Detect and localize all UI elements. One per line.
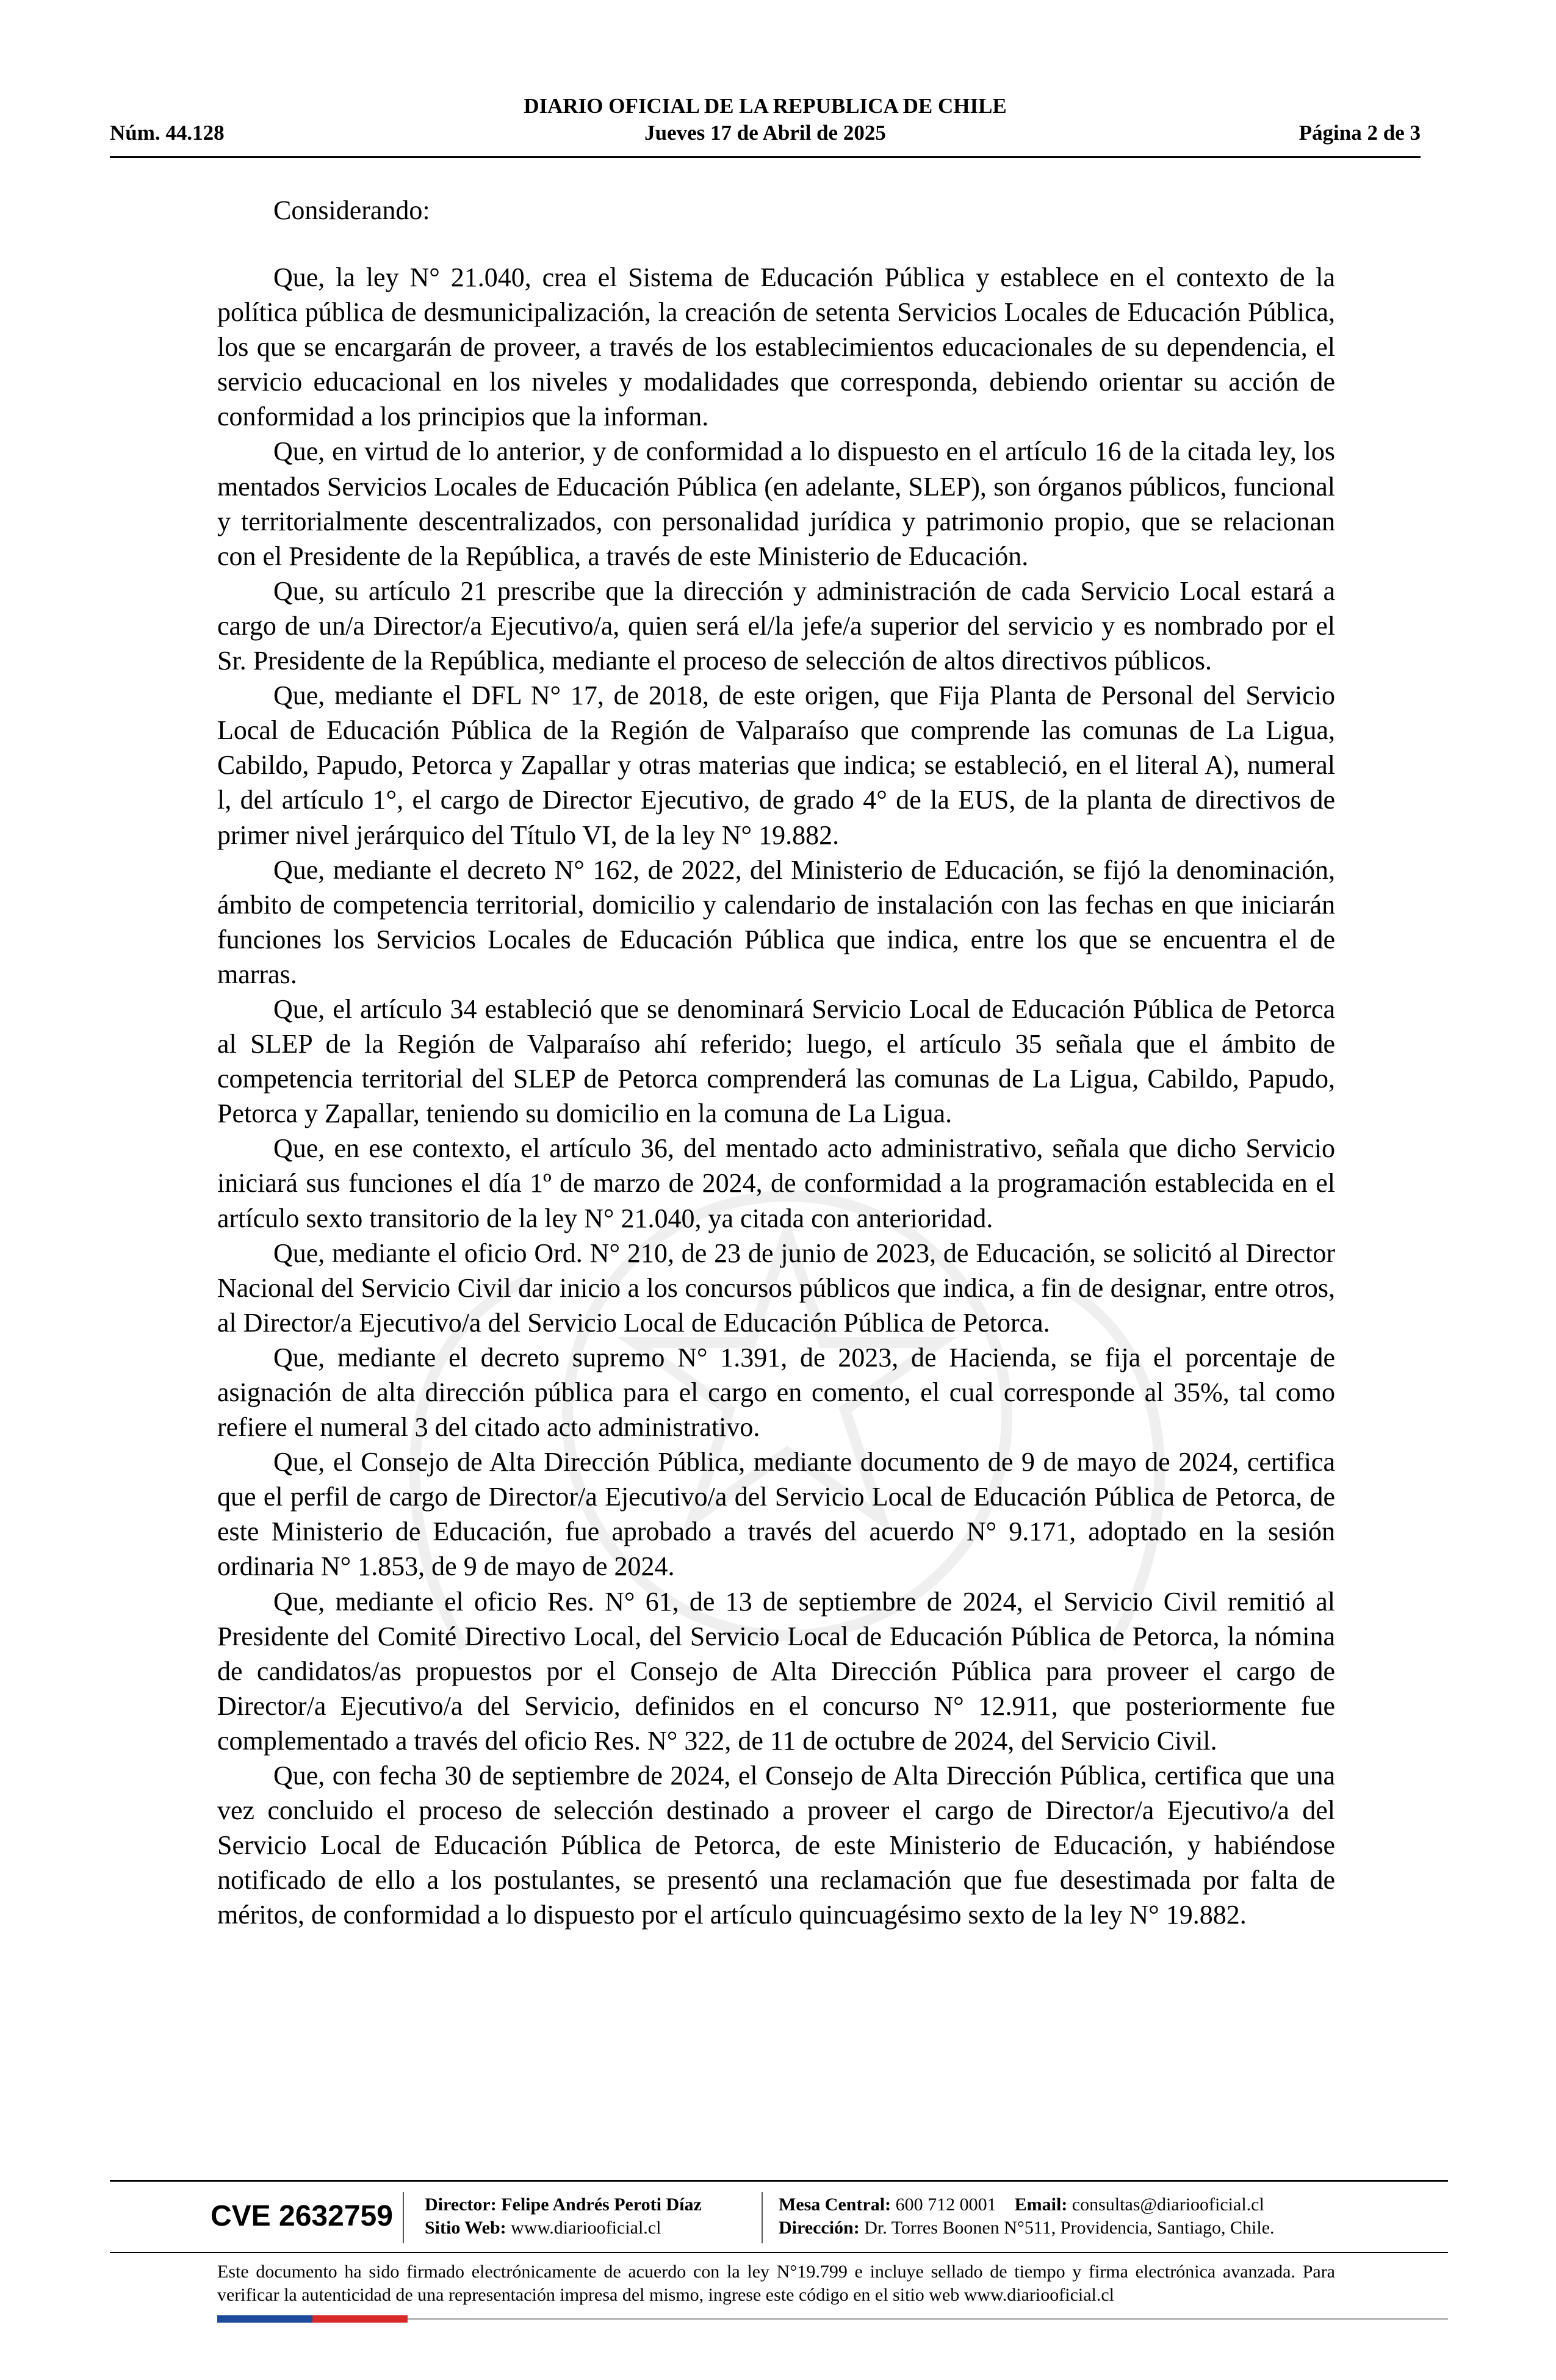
site-link[interactable]: www.diariooficial.cl (511, 2218, 661, 2238)
paragraph-10: Que, el Consejo de Alta Dirección Pública, mediante documento de 9 de mayo de 2024, certifica que el perfil de cargo de Director/a Ejecutivo/a del Servicio Local de Educación Pública de Petorca, de este Ministerio de Educación, fue aprobado a través del acuerdo N° 9.171, adoptado en la sesión ordinaria N° 1.853, de 9 de mayo de 2024. (217, 1447, 1335, 1582)
document-body (217, 260, 1335, 1933)
footer-bottom-divider (110, 2252, 1448, 2253)
page-header (110, 93, 1421, 160)
page-footer (110, 2183, 1448, 2249)
issue-number: Núm. 44.128 (110, 121, 225, 145)
issue-date: Jueves 17 de Abril de 2025 (644, 121, 886, 145)
paragraph-11: Que, mediante el oficio Res. N° 61, de 13 de septiembre de 2024, el Servicio Civil remitió al Presidente del Comité Directivo Local, del Servicio Local de Educación Pública de Petorca, la nómina de candidatos/as propuestos por el Consejo de Alta Dirección Pública para proveer el cargo de Director/a Ejecutivo/a del Servicio, definidos en el concurso N° 12.911, que posteriormente fue complementado a través del oficio Res. N° 322, de 11 de octubre de 2024, del Servicio Civil. (217, 1586, 1335, 1756)
paragraph-6: Que, el artículo 34 estableció que se denominará Servicio Local de Educación Pública de Petorca al SLEP de la Región de Valparaíso ahí referido; luego, el artículo 35 señala que el ámbito de competencia territorial del SLEP de Petorca comprenderá las comunas de La Ligua, Cabildo, Papudo, Petorca y Zapallar, teniendo su domicilio en la comuna de La Ligua. (217, 993, 1335, 1129)
paragraph-4: Que, mediante el DFL N° 17, de 2018, de este origen, que Fija Planta de Personal del Servicio Local de Educación Pública de la Región de Valparaíso que comprende las comunas de La Ligua, Cabildo, Papudo, Petorca y Zapallar y otras materias que indica; se estableció, en el literal A), numeral l, del artículo 1°, el cargo de Director Ejecutivo, de grado 4° de la EUS, de la planta de directivos de primer nivel jerárquico del Título VI, de la ley N° 19.882. (217, 680, 1335, 850)
site-label: Sitio Web: (425, 2218, 506, 2238)
flag-stripe-line (408, 2318, 1448, 2320)
footer-separator (762, 2192, 763, 2243)
paragraph-12: Que, con fecha 30 de septiembre de 2024, el Consejo de Alta Dirección Pública, certifica que una vez concluido el proceso de selección destinado a proveer el cargo de Director/a Ejecutivo/a del Servicio Local de Educación Pública de Petorca, de este Ministerio de Educación, y habiéndose notificado de ello a los postulantes, se presentó una reclamación que fue desestimada por falta de méritos, de conformidad a lo dispuesto por el artículo quincuagésimo sexto de la ley N° 19.882. (217, 1761, 1335, 1930)
paragraph-7: Que, en ese contexto, el artículo 36, del mentado acto administrativo, señala que dicho Servicio iniciará sus funciones el día 1º de marzo de 2024, de conformidad a la programación establecida en el artículo sexto transitorio de la ley N° 21.040, ya citada con anterioridad. (217, 1133, 1335, 1233)
footer-top-divider (110, 2180, 1448, 2182)
flag-blue-segment (217, 2315, 312, 2323)
address-value: Dr. Torres Boonen N°511, Providencia, Santiago, Chile. (864, 2218, 1275, 2238)
email-link[interactable]: consultas@diariooficial.cl (1072, 2194, 1264, 2215)
email-label: Email: (1014, 2194, 1068, 2215)
flag-red-segment (312, 2315, 408, 2323)
publication-title: DIARIO OFICIAL DE LA REPUBLICA DE CHILE (524, 94, 1007, 118)
paragraph-2: Que, en virtud de lo anterior, y de conformidad a lo dispuesto en el artículo 16 de la citada ley, los mentados Servicios Locales de Educación Pública (en adelante, SLEP), son órganos públicos, funcional y territorialmente descentralizados, con personalidad jurídica y patrimonio propio, que se relacionan con el Presidente de la República, a través de este Ministerio de Educación. (217, 436, 1335, 571)
paragraph-5: Que, mediante el decreto N° 162, de 2022, del Ministerio de Educación, se fijó la denominación, ámbito de competencia territorial, domicilio y calendario de instalación con las fechas en que iniciarán funciones los Servicios Locales de Educación Pública que indica, entre los que se encuentra el de marras. (217, 854, 1335, 989)
director-name: Felipe Andrés Peroti Díaz (501, 2194, 702, 2215)
paragraph-3: Que, su artículo 21 prescribe que la dirección y administración de cada Servicio Local estará a cargo de un/a Director/a Ejecutivo/a, quien será el/la jefe/a superior del servicio y es nombrado por el Sr. Presidente de la República, mediante el proceso de selección de altos directivos públicos. (217, 575, 1335, 676)
address-label: Dirección: (779, 2218, 860, 2238)
paragraph-1: Que, la ley N° 21.040, crea el Sistema de Educación Pública y establece en el contexto de la política pública de desmunicipalización, la creación de setenta Servicios Locales de Educación Pública, los que se encargarán de proveer, a través de los establecimientos educacionales de su dependencia, el servicio educacional en los niveles y modalidades que corresponda, debiendo orientar su acción de conformidad a los principios que la informan. (217, 262, 1335, 432)
header-divider (110, 156, 1421, 158)
footer-contact-block (779, 2193, 1275, 2240)
signature-disclaimer: Este documento ha sido firmado electrónicamente de acuerdo con la ley N°19.799 e incluye sellado de tiempo y firma electrónica avanzada. Para verificar la autenticidad de una representación impresa del mismo, ingrese este código en el sitio web www.diariooficial.cl (217, 2262, 1335, 2305)
footer-separator (403, 2192, 404, 2243)
footer-director-block (425, 2193, 702, 2240)
paragraph-8: Que, mediante el oficio Ord. N° 210, de 23 de junio de 2023, de Educación, se solicitó al Director Nacional del Servicio Civil dar inicio a los concursos públicos que indica, a fin de designar, entre otros, al Director/a Ejecutivo/a del Servicio Local de Educación Pública de Petorca. (217, 1238, 1335, 1338)
paragraph-9: Que, mediante el decreto supremo N° 1.391, de 2023, de Hacienda, se fija el porcentaje de asignación de alta dirección pública para el cargo en comento, el cual corresponde al 35%, tal como refiere el numeral 3 del citado acto administrativo. (217, 1342, 1335, 1443)
flag-stripe (217, 2315, 408, 2323)
phone-label: Mesa Central: (779, 2194, 891, 2215)
considerando-heading: Considerando: (273, 195, 430, 225)
director-label: Director: (425, 2194, 497, 2215)
page-indicator: Página 2 de 3 (1298, 121, 1421, 145)
cve-code: CVE 2632759 (211, 2200, 393, 2232)
phone-value: 600 712 0001 (895, 2194, 996, 2215)
header-meta-row (110, 120, 1421, 146)
